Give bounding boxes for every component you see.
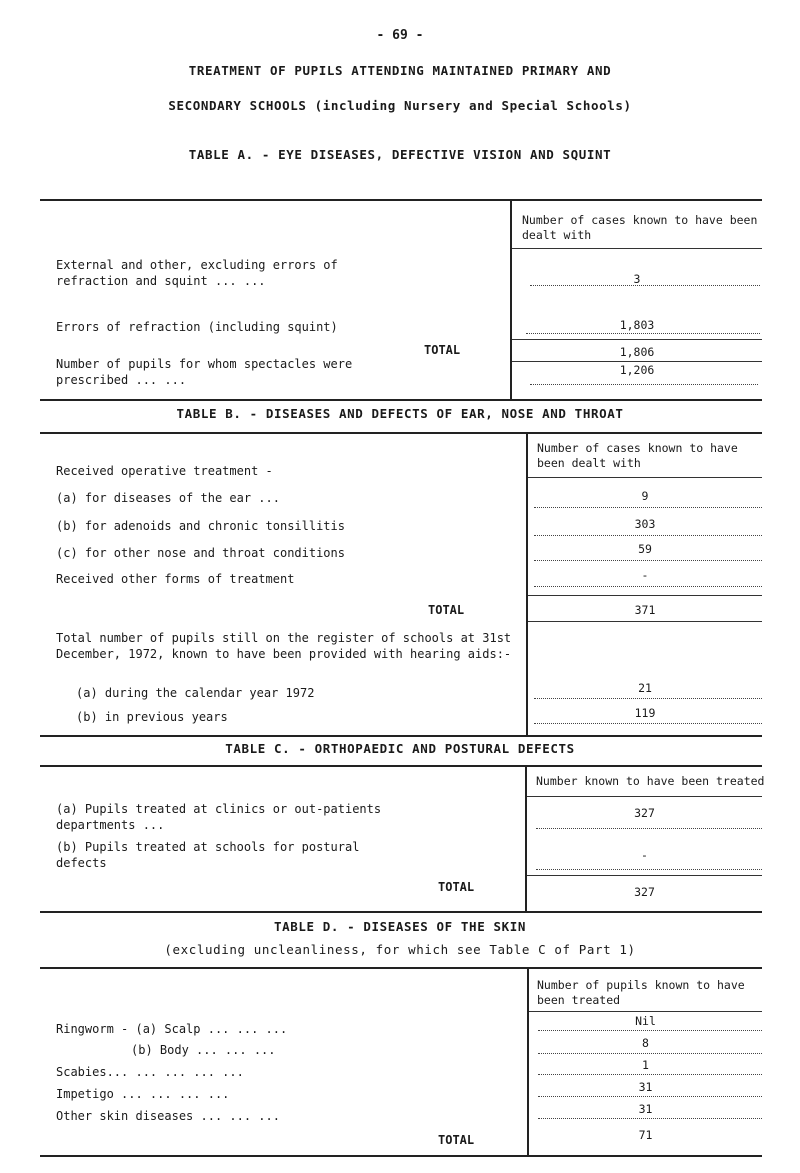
table-b-header-rule	[528, 477, 762, 478]
dotted-leader	[538, 1118, 762, 1119]
dotted-leader	[534, 535, 762, 536]
table-b-title: TABLE B. - DISEASES AND DEFECTS OF EAR, NOSE AND THROAT	[176, 406, 624, 421]
table-c-top-rule	[40, 765, 762, 767]
page-number: - 69 -	[376, 28, 424, 43]
table-a-bottom-rule	[40, 399, 762, 401]
table-c-row-label: (b) Pupils treated at schools for postural defects	[56, 840, 360, 870]
table-d-row-value: 31	[638, 1080, 653, 1094]
table-b-row-value: 9	[641, 489, 649, 503]
table-b-total-rule	[528, 595, 762, 596]
heading-line-2: SECONDARY SCHOOLS (including Nursery and Special Schools)	[168, 98, 632, 113]
table-a-row-value: 3	[633, 272, 641, 286]
dotted-leader	[536, 828, 762, 829]
table-b-row-label: (b) in previous years	[76, 710, 228, 724]
table-c-total-label: TOTAL	[438, 880, 475, 894]
table-d-top-rule	[40, 967, 762, 969]
table-c-header-rule	[527, 796, 762, 797]
table-d-row-label: (b) Body ... ... ...	[131, 1043, 276, 1057]
dotted-leader	[530, 384, 758, 385]
table-c-bottom-rule	[40, 911, 762, 913]
table-b-total-value: 371	[634, 603, 656, 617]
table-c-title: TABLE C. - ORTHOPAEDIC AND POSTURAL DEFECTS	[225, 741, 575, 756]
dotted-leader	[536, 869, 762, 870]
table-a-row-value: 1,206	[619, 363, 655, 377]
table-a-total-label: TOTAL	[424, 343, 461, 357]
table-d-row-label: Ringworm - (a) Scalp ... ... ...	[56, 1022, 288, 1036]
table-d-column-header: Number of pupils known to have been treated	[537, 978, 745, 1007]
dotted-leader	[526, 333, 760, 334]
table-d-bottom-rule	[40, 1155, 762, 1157]
table-b-row-label: (a) during the calendar year 1972	[76, 686, 315, 700]
table-a-row-label: Number of pupils for whom spectacles were prescribed ... ...	[56, 357, 353, 387]
dotted-leader	[534, 698, 762, 699]
table-b-row-value: 303	[634, 517, 656, 531]
table-a-total-value: 1,806	[619, 345, 655, 359]
table-b-row-label: (b) for adenoids and chronic tonsillitis	[56, 519, 345, 533]
dotted-leader	[538, 1074, 762, 1075]
table-a-column-header: Number of cases known to have been dealt with	[522, 213, 758, 242]
table-a-row-value: 1,803	[619, 318, 655, 332]
table-b-row-value: 21	[638, 681, 652, 695]
table-b-total-label: TOTAL	[428, 603, 465, 617]
table-a-top-rule	[40, 199, 762, 201]
dotted-leader	[534, 723, 762, 724]
table-c-row-value: -	[641, 848, 648, 862]
table-a-row-label: Errors of refraction (including squint)	[56, 320, 338, 334]
table-d-row-value: 31	[638, 1102, 653, 1116]
table-b-bottom-rule	[40, 735, 762, 737]
table-b-column-header: Number of cases known to have been dealt with	[537, 441, 738, 470]
table-d-row-label: Other skin diseases ... ... ...	[56, 1109, 280, 1123]
table-d-row-value: 8	[642, 1036, 649, 1050]
dotted-leader	[538, 1096, 762, 1097]
table-d-total-value: 71	[638, 1128, 653, 1142]
table-d-row-label: Impetigo ... ... ... ...	[56, 1087, 230, 1101]
table-a-total-rule	[512, 361, 762, 362]
table-b-top-rule	[40, 432, 762, 434]
table-c-total-rule	[527, 875, 762, 876]
table-d-row-value: 1	[642, 1058, 649, 1072]
table-d-row-label: Scabies... ... ... ... ...	[56, 1065, 244, 1079]
table-b-row-label: (c) for other nose and throat conditions	[56, 546, 345, 560]
dotted-leader	[530, 285, 760, 286]
table-c-total-value: 327	[634, 885, 655, 899]
table-d-row-value: Nil	[635, 1014, 656, 1028]
table-b-row-value: -	[641, 568, 649, 582]
table-b-row-label: (a) for diseases of the ear ...	[56, 491, 280, 505]
dotted-leader	[534, 586, 762, 587]
table-b-row-label: Received other forms of treatment	[56, 572, 295, 586]
dotted-leader	[538, 1030, 762, 1031]
heading-line-1: TREATMENT OF PUPILS ATTENDING MAINTAINED PRIMARY AND	[188, 63, 612, 78]
dotted-leader	[538, 1053, 762, 1054]
table-d-header-rule	[529, 1011, 762, 1012]
table-a-total-rule	[512, 339, 762, 340]
table-b-group-label: Total number of pupils still on the register of schools at 31st December, 1972, known to have been provided with hearing aids:-	[56, 631, 512, 661]
table-a-title: TABLE A. - EYE DISEASES, DEFECTIVE VISION AND SQUINT	[188, 147, 612, 162]
table-b-row-value: 59	[638, 542, 652, 556]
table-c-row-value: 327	[634, 806, 655, 820]
table-d-title: TABLE D. - DISEASES OF THE SKIN	[274, 919, 526, 934]
table-d-total-label: TOTAL	[438, 1133, 475, 1147]
dotted-leader	[534, 507, 762, 508]
table-c-column-header: Number known to have been treated	[536, 774, 765, 788]
table-a-header-rule	[512, 248, 762, 249]
table-b-row-value: 119	[634, 706, 656, 720]
dotted-leader	[534, 560, 762, 561]
table-b-total-rule	[528, 621, 762, 622]
table-a-row-label: External and other, excluding errors of refraction and squint ... ...	[56, 258, 338, 288]
table-c-row-label: (a) Pupils treated at clinics or out-patients departments ...	[56, 802, 382, 832]
table-d-subtitle: (excluding uncleanliness, for which see Table C of Part 1)	[164, 942, 636, 957]
table-b-group-label: Received operative treatment -	[56, 464, 273, 478]
